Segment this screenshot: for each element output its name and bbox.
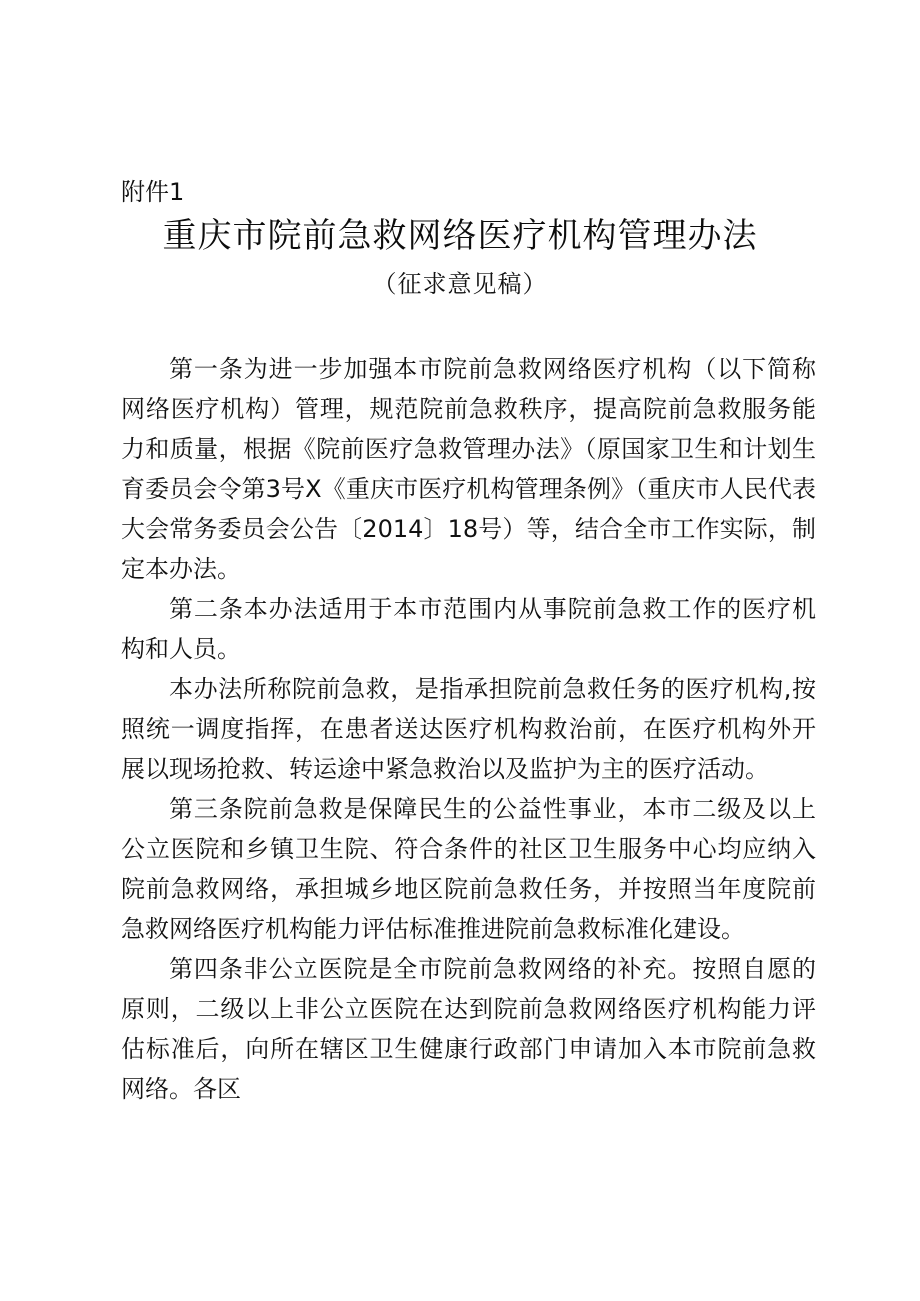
document-body (121, 349, 816, 1109)
attachment-label: 附件1 (121, 178, 185, 206)
article-1-paragraph: 第一条为进一步加强本市院前急救网络医疗机构（以下简称网络医疗机构）管理，规范院前急救秩序，提高院前急救服务能力和质量，根据《院前医疗急救管理办法》（原国家卫生和计划生育委员会令第3号X《重庆市医疗机构管理条例》（重庆市人民代表大会常务委员会公告〔2014〕18号）等，结合全市工作实际，制定本办法。 (121, 355, 816, 583)
definition-paragraph: 本办法所称院前急救，是指承担院前急救任务的医疗机构,按照统一调度指挥，在患者送达医疗机构救治前，在医疗机构外开展以现场抢救、转运途中紧急救治以及监护为主的医疗活动。 (121, 675, 816, 783)
article-3-paragraph: 第三条院前急救是保障民生的公益性事业，本市二级及以上公立医院和乡镇卫生院、符合条件的社区卫生服务中心均应纳入院前急救网络，承担城乡地区院前急救任务，并按照当年度院前急救网络医疗机构能力评估标准推进院前急救标准化建设。 (121, 795, 816, 943)
document-title: 重庆市院前急救网络医疗机构管理办法 (162, 216, 758, 256)
article-4-paragraph: 第四条非公立医院是全市院前急救网络的补充。按照自愿的原则，二级以上非公立医院在达到院前急救网络医疗机构能力评估标准后，向所在辖区卫生健康行政部门申请加入本市院前急救网络。各区 (121, 955, 816, 1103)
document-subtitle: （征求意见稿） (372, 270, 548, 298)
article-2-paragraph: 第二条本办法适用于本市范围内从事院前急救工作的医疗机构和人员。 (121, 595, 816, 663)
